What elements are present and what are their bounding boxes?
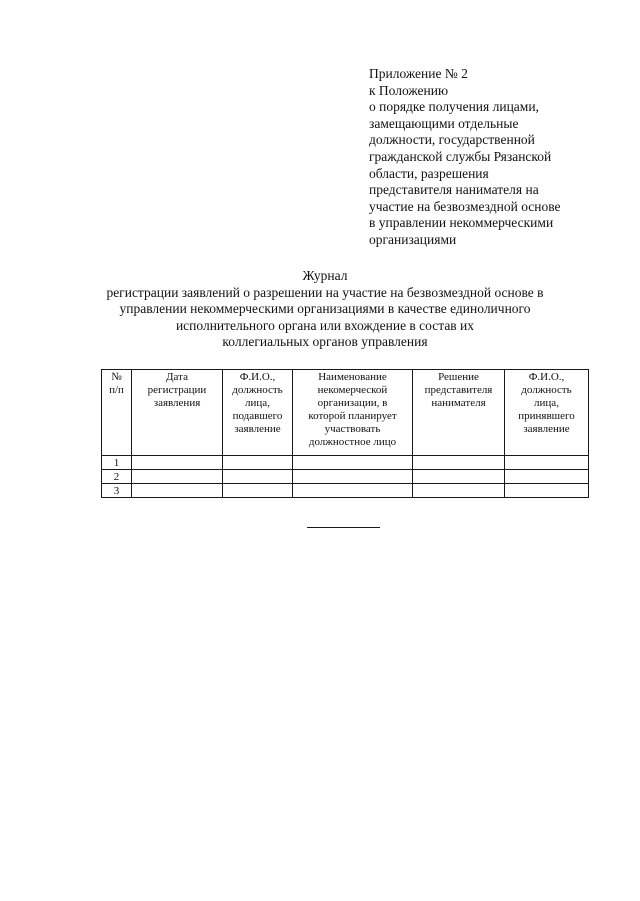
appendix-line: гражданской службы Рязанской <box>369 148 552 164</box>
appendix-line: представителя нанимателя на <box>369 182 539 198</box>
row-number-cell: 2 <box>102 470 132 484</box>
table-cell <box>293 484 413 498</box>
header-cell-applicant: Ф.И.О., должность лица, подавшего заявление <box>223 370 293 456</box>
table-row <box>102 470 589 484</box>
table-cell <box>413 456 505 470</box>
header-cell-decision: Решение представителя нанимателя <box>413 370 505 456</box>
table-cell <box>505 470 589 484</box>
table-cell <box>505 456 589 470</box>
appendix-line: области, разрешения <box>369 165 489 181</box>
row-number-cell: 3 <box>102 484 132 498</box>
journal-heading <box>90 268 560 351</box>
table-row <box>102 456 589 470</box>
header-cell-registration-date: Дата регистрации заявления <box>132 370 223 456</box>
appendix-line: Приложение № 2 <box>369 66 468 81</box>
appendix-line: должности, государственной <box>369 132 535 148</box>
journal-title: Журнал <box>302 268 348 283</box>
table-cell <box>223 470 293 484</box>
table-cell <box>293 456 413 470</box>
table-cell <box>505 484 589 498</box>
header-cell-receiver: Ф.И.О., должность лица, принявшего заявление <box>505 370 589 456</box>
appendix-line: участие на безвозмездной основе <box>369 198 561 214</box>
table-row <box>102 484 589 498</box>
end-separator-line <box>307 527 380 528</box>
table-cell <box>293 470 413 484</box>
table-cell <box>132 470 223 484</box>
appendix-block <box>369 66 619 249</box>
journal-subtitle-line: регистрации заявлений о разрешении на участие на безвозмездной основе в <box>106 284 544 300</box>
table-cell <box>223 484 293 498</box>
registration-table <box>101 369 589 498</box>
appendix-line: к Положению <box>369 82 449 98</box>
appendix-line: замещающими отдельные <box>369 115 519 131</box>
journal-subtitle-line: управлении некоммерческими организациями в качестве единоличного <box>119 301 531 317</box>
table-cell <box>132 484 223 498</box>
table-cell <box>413 470 505 484</box>
table-cell <box>413 484 505 498</box>
appendix-line: в управлении некоммерческими <box>369 215 554 231</box>
journal-subtitle-line: исполнительного органа или вхождение в состав их <box>175 317 475 333</box>
header-cell-organization: Наименование некомерческой организации, в которой планирует участвовать должностное лицо <box>293 370 413 456</box>
table-cell <box>223 456 293 470</box>
row-number-cell: 1 <box>102 456 132 470</box>
table-header-row <box>102 370 589 456</box>
header-cell-number: № п/п <box>102 370 132 456</box>
journal-subtitle-line: коллегиальных органов управления <box>222 334 428 350</box>
table-cell <box>132 456 223 470</box>
appendix-line: организациями <box>369 231 457 247</box>
appendix-line: о порядке получения лицами, <box>369 99 539 115</box>
